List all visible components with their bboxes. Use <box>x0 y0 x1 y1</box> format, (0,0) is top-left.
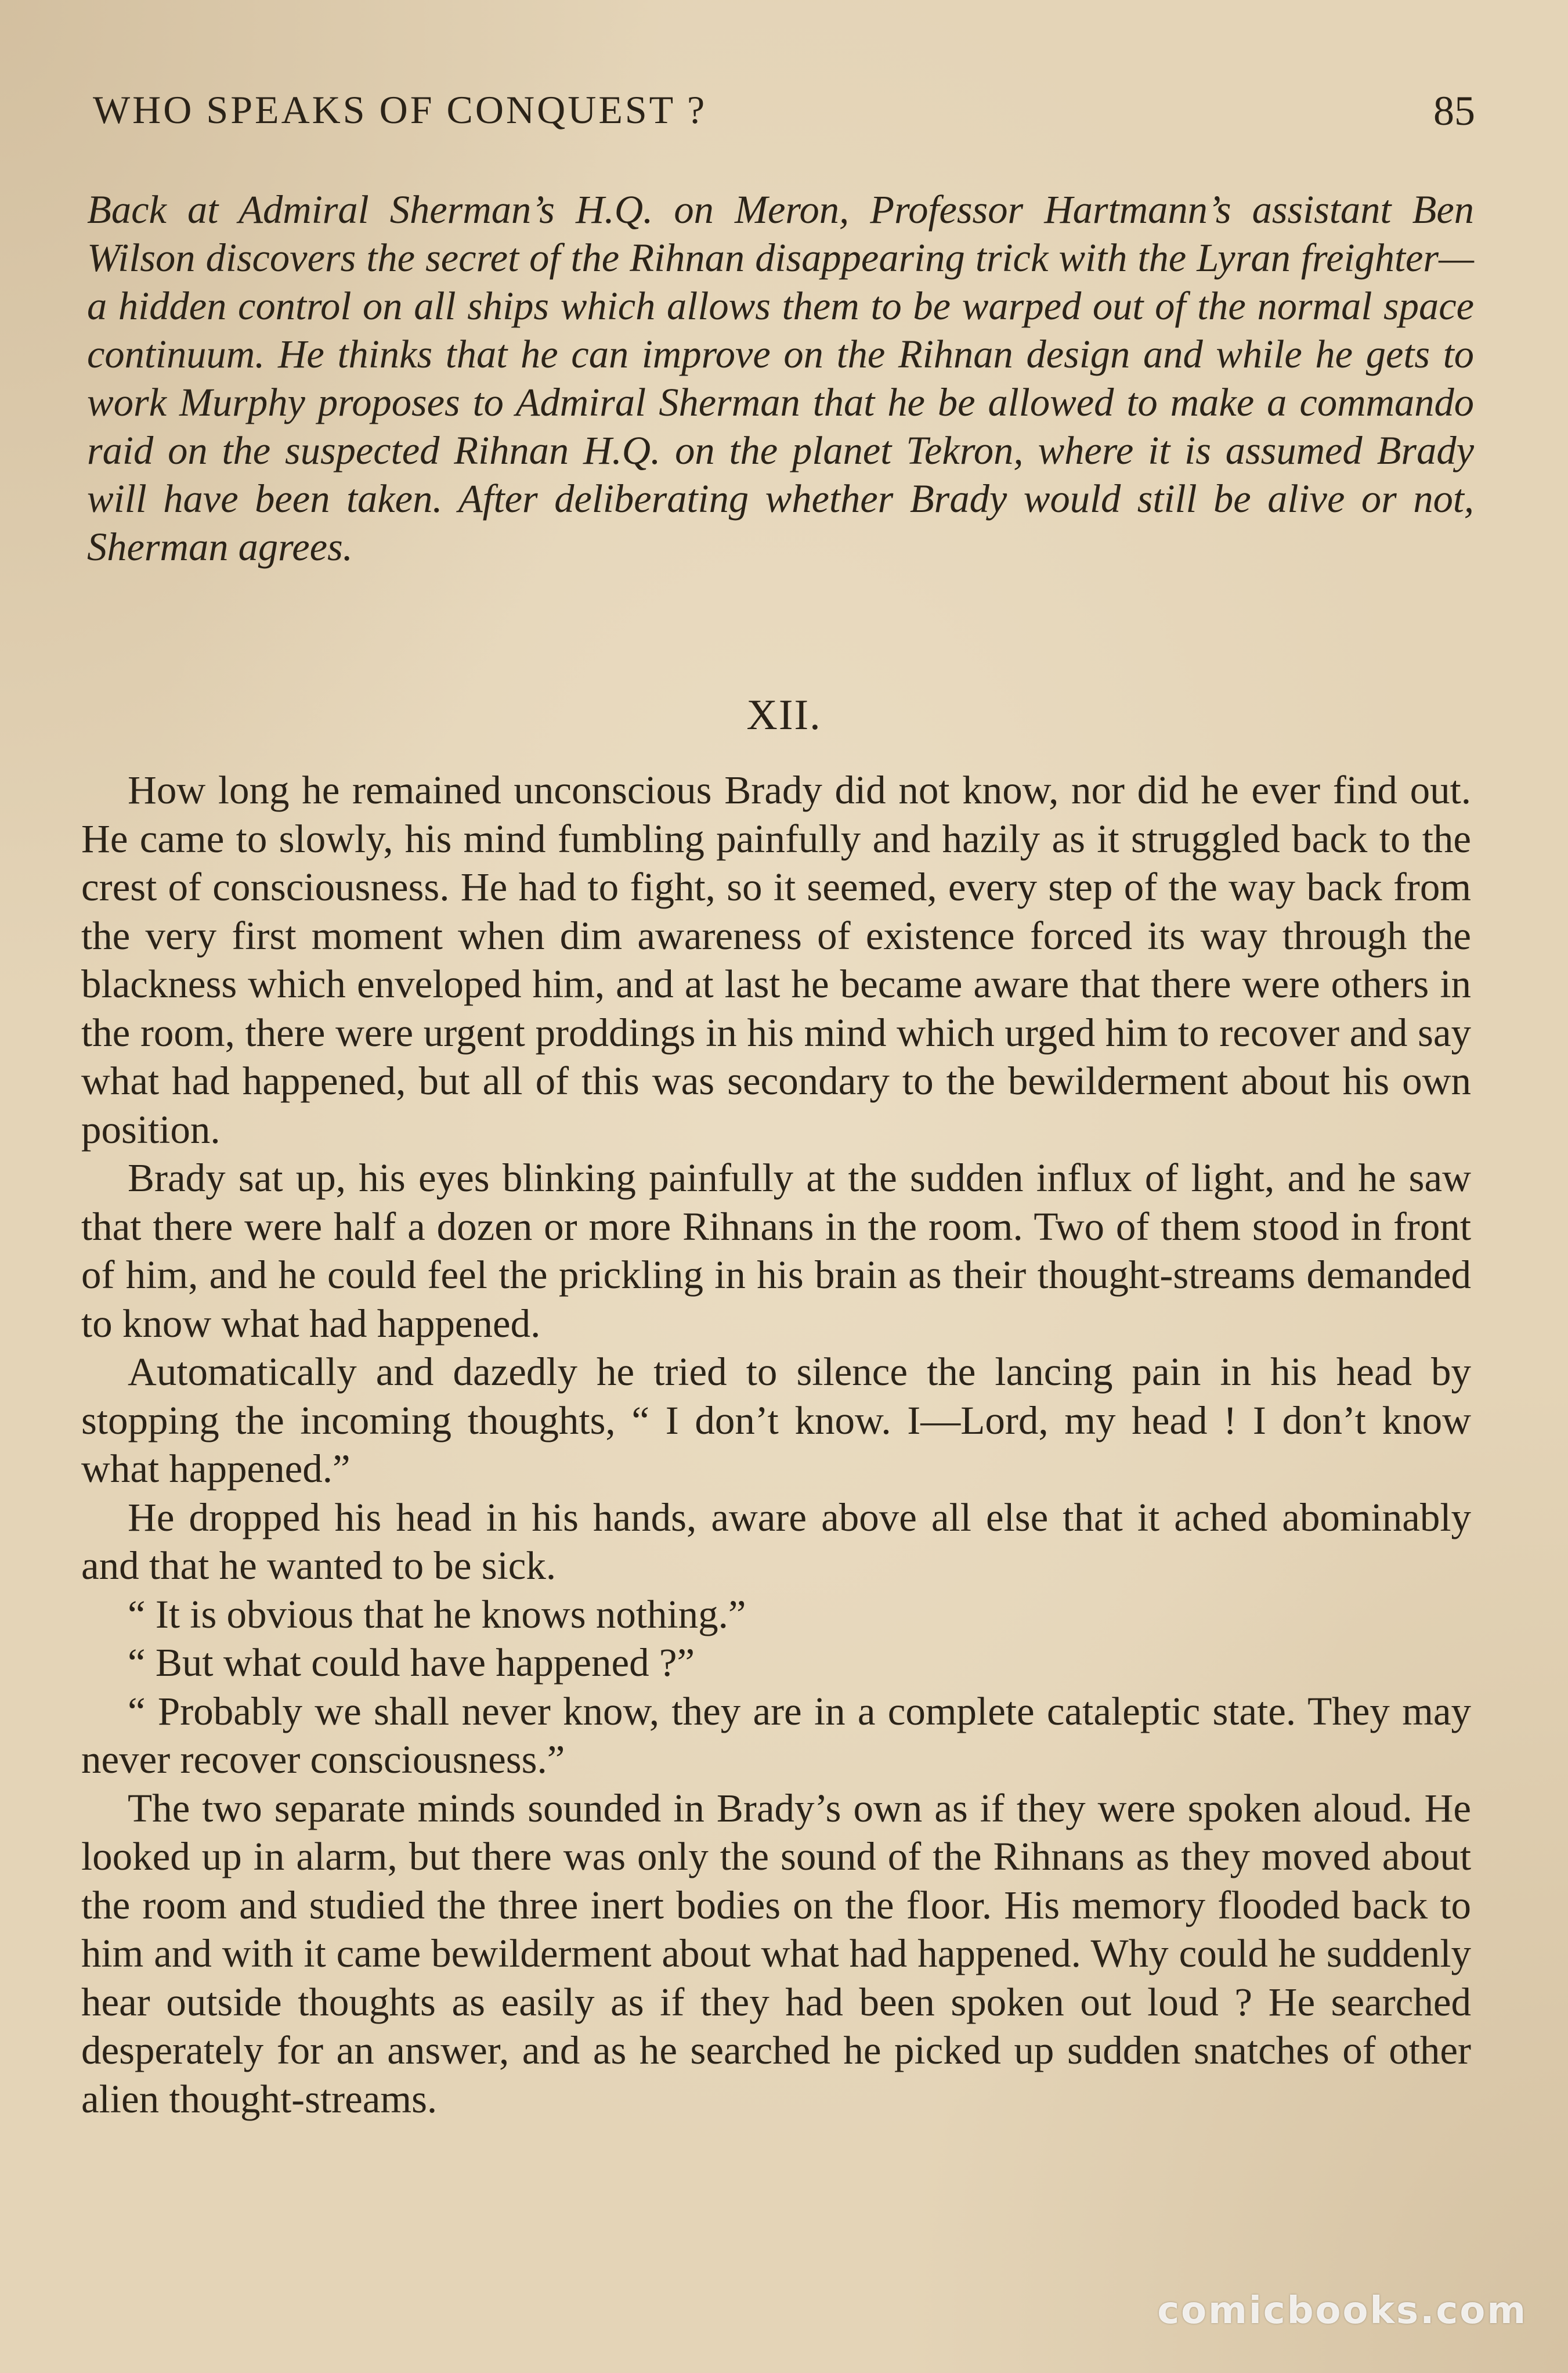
body-paragraph: “ It is obvious that he knows nothing.” <box>128 1592 746 1636</box>
body-paragraph: Brady sat up, his eyes blinking painfully at the sudden influx of light, and he saw that there were half a dozen or more Rihnans in the room. Two of them stood in front of him, and he could feel the prickling in his brain as their thought-streams demanded to know what had happened. <box>81 1156 1471 1346</box>
body-paragraph: “ Probably we shall never know, they are in a complete cataleptic state. They may never recover consciousness.” <box>81 1689 1471 1781</box>
body-paragraph: “ But what could have happened ?” <box>128 1640 695 1685</box>
body-paragraph: How long he remained unconscious Brady did not know, nor did he ever find out. He came to slowly, his mind fumbling painfully and hazily as it struggled back to the crest of consciousness. He had to fight, so it seemed, every step of the way back from the very first moment when dim awareness of existence forced its way through the blackness which enveloped him, and at last he became aware that there were others in the room, there were urgent proddings in his mind which urged him to recover and say what had happened, but all of this was secondary to the bewilderment about his own position. <box>81 768 1471 1152</box>
chapter-heading: XII. <box>746 691 822 739</box>
page-header <box>93 87 1475 151</box>
watermark: comicbooks.com <box>1157 2289 1527 2332</box>
page-number: 85 <box>1433 88 1475 134</box>
body-paragraph: He dropped his head in his hands, aware above all else that it ached abominably and that he wanted to be sick. <box>81 1495 1471 1588</box>
body-paragraph: The two separate minds sounded in Brady’s own as if they were spoken aloud. He looked up in alarm, but there was only the sound of the Rihnans as they moved about the room and studied the three inert bodies on the floor. His memory flooded back to him and with it came bewilderment about what had happened. Why could he suddenly hear outside thoughts as easily as if they had been spoken out loud ? He searched desperately for an answer, and as he searched he picked up sudden snatches of other alien thought-streams. <box>81 1786 1471 2121</box>
running-head: WHO SPEAKS OF CONQUEST ? <box>93 88 707 132</box>
body-paragraph: Automatically and dazedly he tried to silence the lancing pain in his head by stopping the incoming thoughts, “ I don’t know. I—Lord, my head ! I don’t know what happened.” <box>81 1350 1471 1491</box>
synopsis-paragraph: Back at Admiral Sherman’s H.Q. on Meron, Professor Hartmann’s assistant Ben Wilson discovers the secret of the Rihnan disappearing trick with the Lyran freighter—a hidden control on all ships which allows them to be warped out of the normal space continuum. He thinks that he can improve on the Rihnan design and while he gets to work Murphy proposes to Admiral Sherman that he be allowed to make a commando raid on the suspected Rihnan H.Q. on the planet Tekron, where it is assumed Brady will have been taken. After deliberating whether Brady would still be alive or not, Sherman agrees. <box>87 187 1474 569</box>
chapter-body <box>81 766 1471 2123</box>
